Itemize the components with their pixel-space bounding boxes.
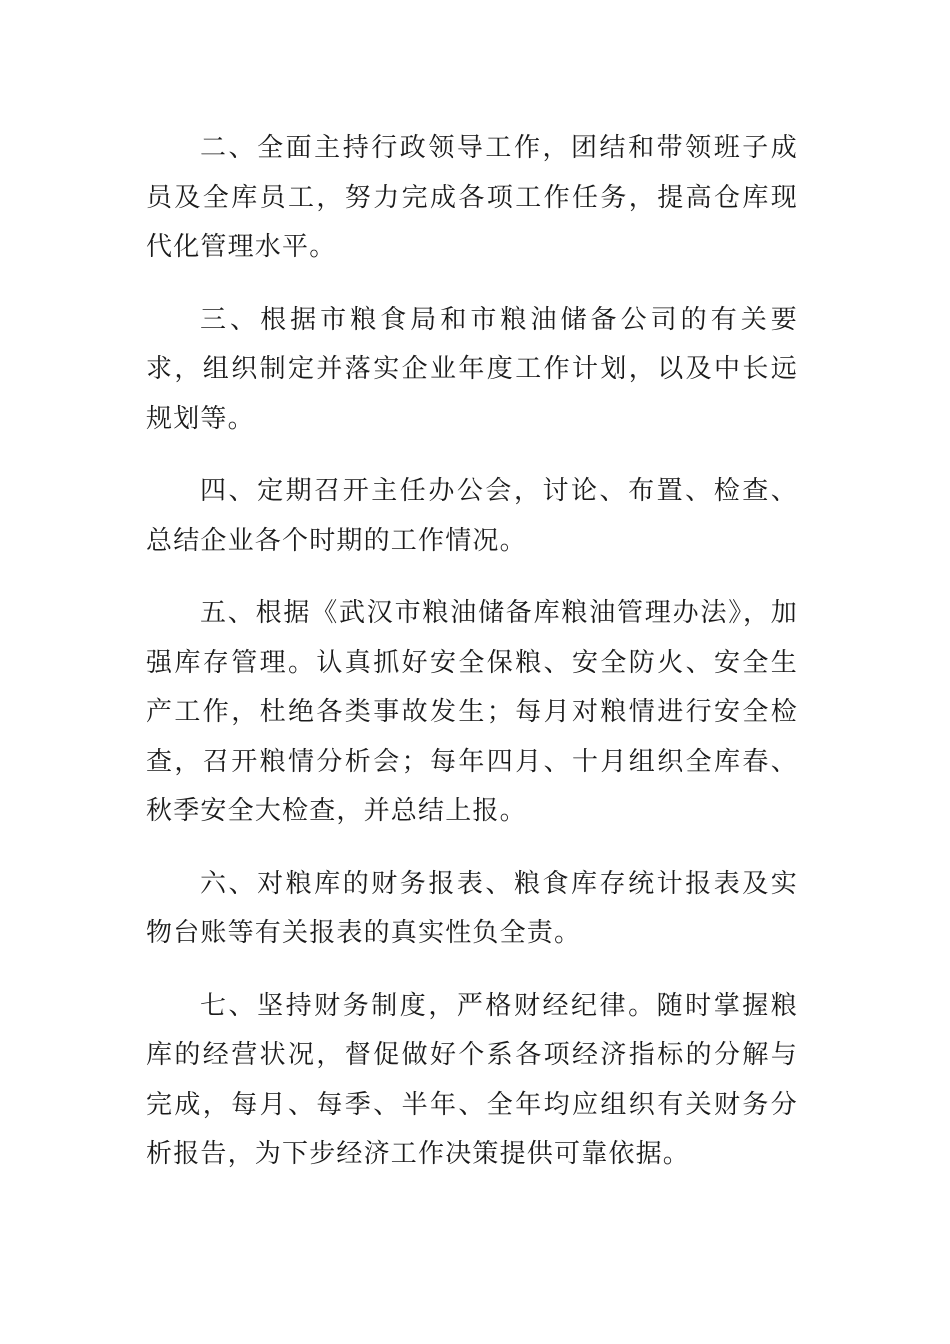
paragraph-4: 四、定期召开主任办公会，讨论、布置、检查、总结企业各个时期的工作情况。 [146,476,798,556]
paragraph-7: 七、坚持财务制度，严格财经纪律。随时掌握粮库的经营状况，督促做好个系各项经济指标的分解与完成，每月、每季、半年、全年均应组织有关财务分析报告，为下步经济工作决策提供可靠依据。 [146,990,798,1169]
document-body [146,124,798,1203]
paragraph-3: 三、根据市粮食局和市粮油储备公司的有关要求，组织制定并落实企业年度工作计划，以及中长远规划等。 [146,304,798,434]
paragraph-5: 五、根据《武汉市粮油储备库粮油管理办法》，加强库存管理。认真抓好安全保粮、安全防火、安全生产工作，杜绝各类事故发生；每月对粮情进行安全检查，召开粮情分析会；每年四月、十月组织全库春、秋季安全大检查，并总结上报。 [146,598,798,826]
paragraph-2: 二、全面主持行政领导工作，团结和带领班子成员及全库员工，努力完成各项工作任务，提高仓库现代化管理水平。 [146,133,798,262]
paragraph-6: 六、对粮库的财务报表、粮食库存统计报表及实物台账等有关报表的真实性负全责。 [146,868,798,948]
